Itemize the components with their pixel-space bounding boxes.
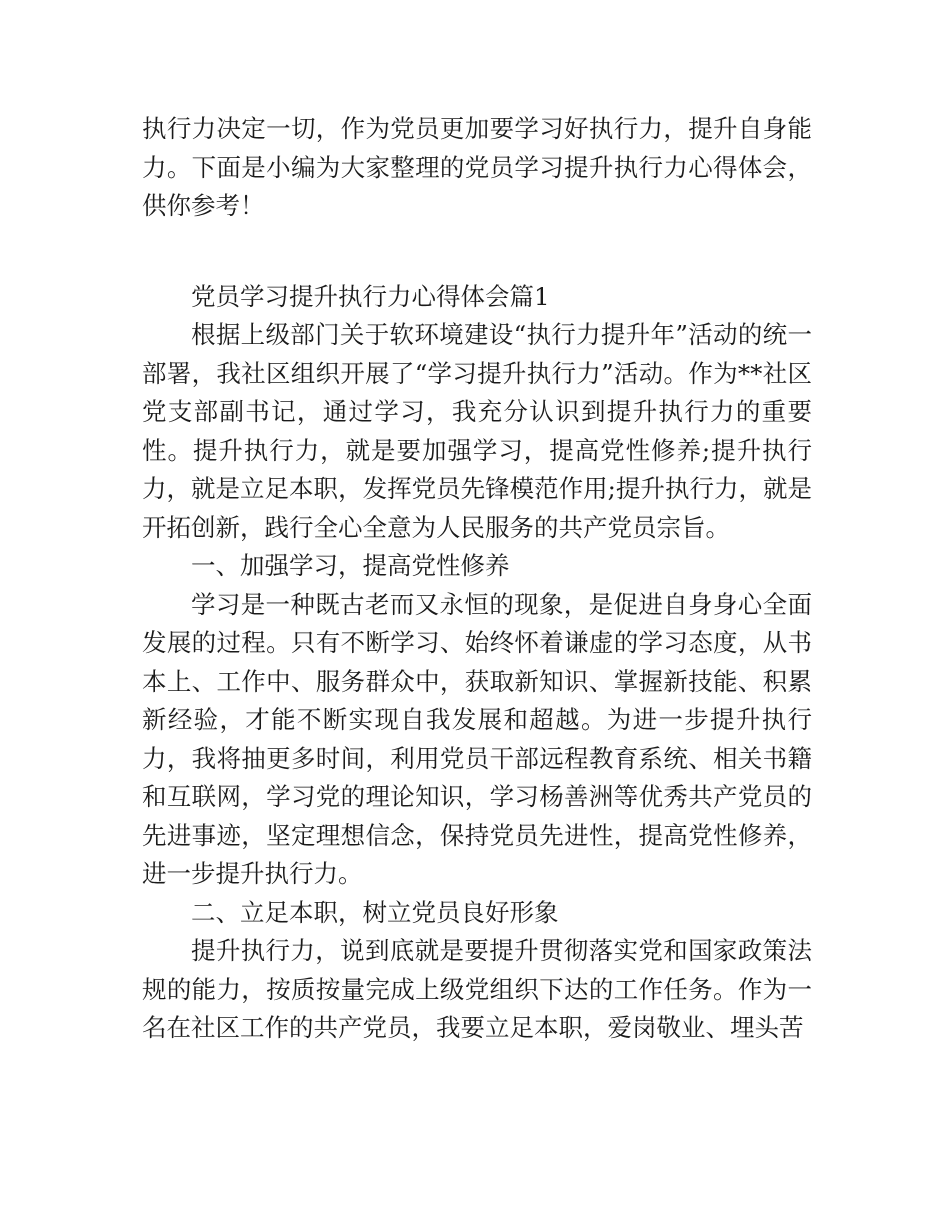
intro-paragraph: 执行力决定一切，作为党员更加要学习好执行力，提升自身能力。下面是小编为大家整理的党员学习提升执行力心得体会，供你参考！ bbox=[142, 114, 812, 220]
section-heading-1: 一、加强学习，提高党性修养 bbox=[191, 551, 510, 580]
article-title: 党员学习提升执行力心得体会篇1 bbox=[191, 281, 550, 311]
body-paragraph-1: 根据上级部门关于软环境建设“执行力提升年”活动的统一部署，我社区组织开展了“学习提升执行力”活动。作为**社区党支部副书记，通过学习，我充分认识到提升执行力的重要性。提升执行力，就是要加强学习，提高党性修养;提升执行力，就是立足本职，发挥党员先锋模范作用;提升执行力，就是开拓创新，践行全心全意为人民服务的共产党员宗旨。 bbox=[142, 320, 812, 542]
section-heading-2: 二、立足本职，树立党员良好形象 bbox=[191, 897, 559, 927]
body-paragraph-2: 学习是一种既古老而又永恒的现象，是促进自身身心全面发展的过程。只有不断学习、始终怀着谦虚的学习态度，从书本上、工作中、服务群众中，获取新知识、掌握新技能、积累新经验，才能不断实现自我发展和超越。为进一步提升执行力，我将抽更多时间，利用党员干部远程教育系统、相关书籍和互联网，学习党的理论知识，学习杨善洲等优秀共产党员的先进事迹，坚定理想信念，保持党员先进性，提高党性修养，进一步提升执行力。 bbox=[142, 589, 812, 888]
document-page bbox=[142, 110, 812, 1048]
body-paragraph-3: 提升执行力，说到底就是要提升贯彻落实党和国家政策法规的能力，按质按量完成上级党组织下达的工作任务。作为一名在社区工作的共产党员，我要立足本职，爱岗敬业、埋头苦 bbox=[142, 936, 812, 1042]
